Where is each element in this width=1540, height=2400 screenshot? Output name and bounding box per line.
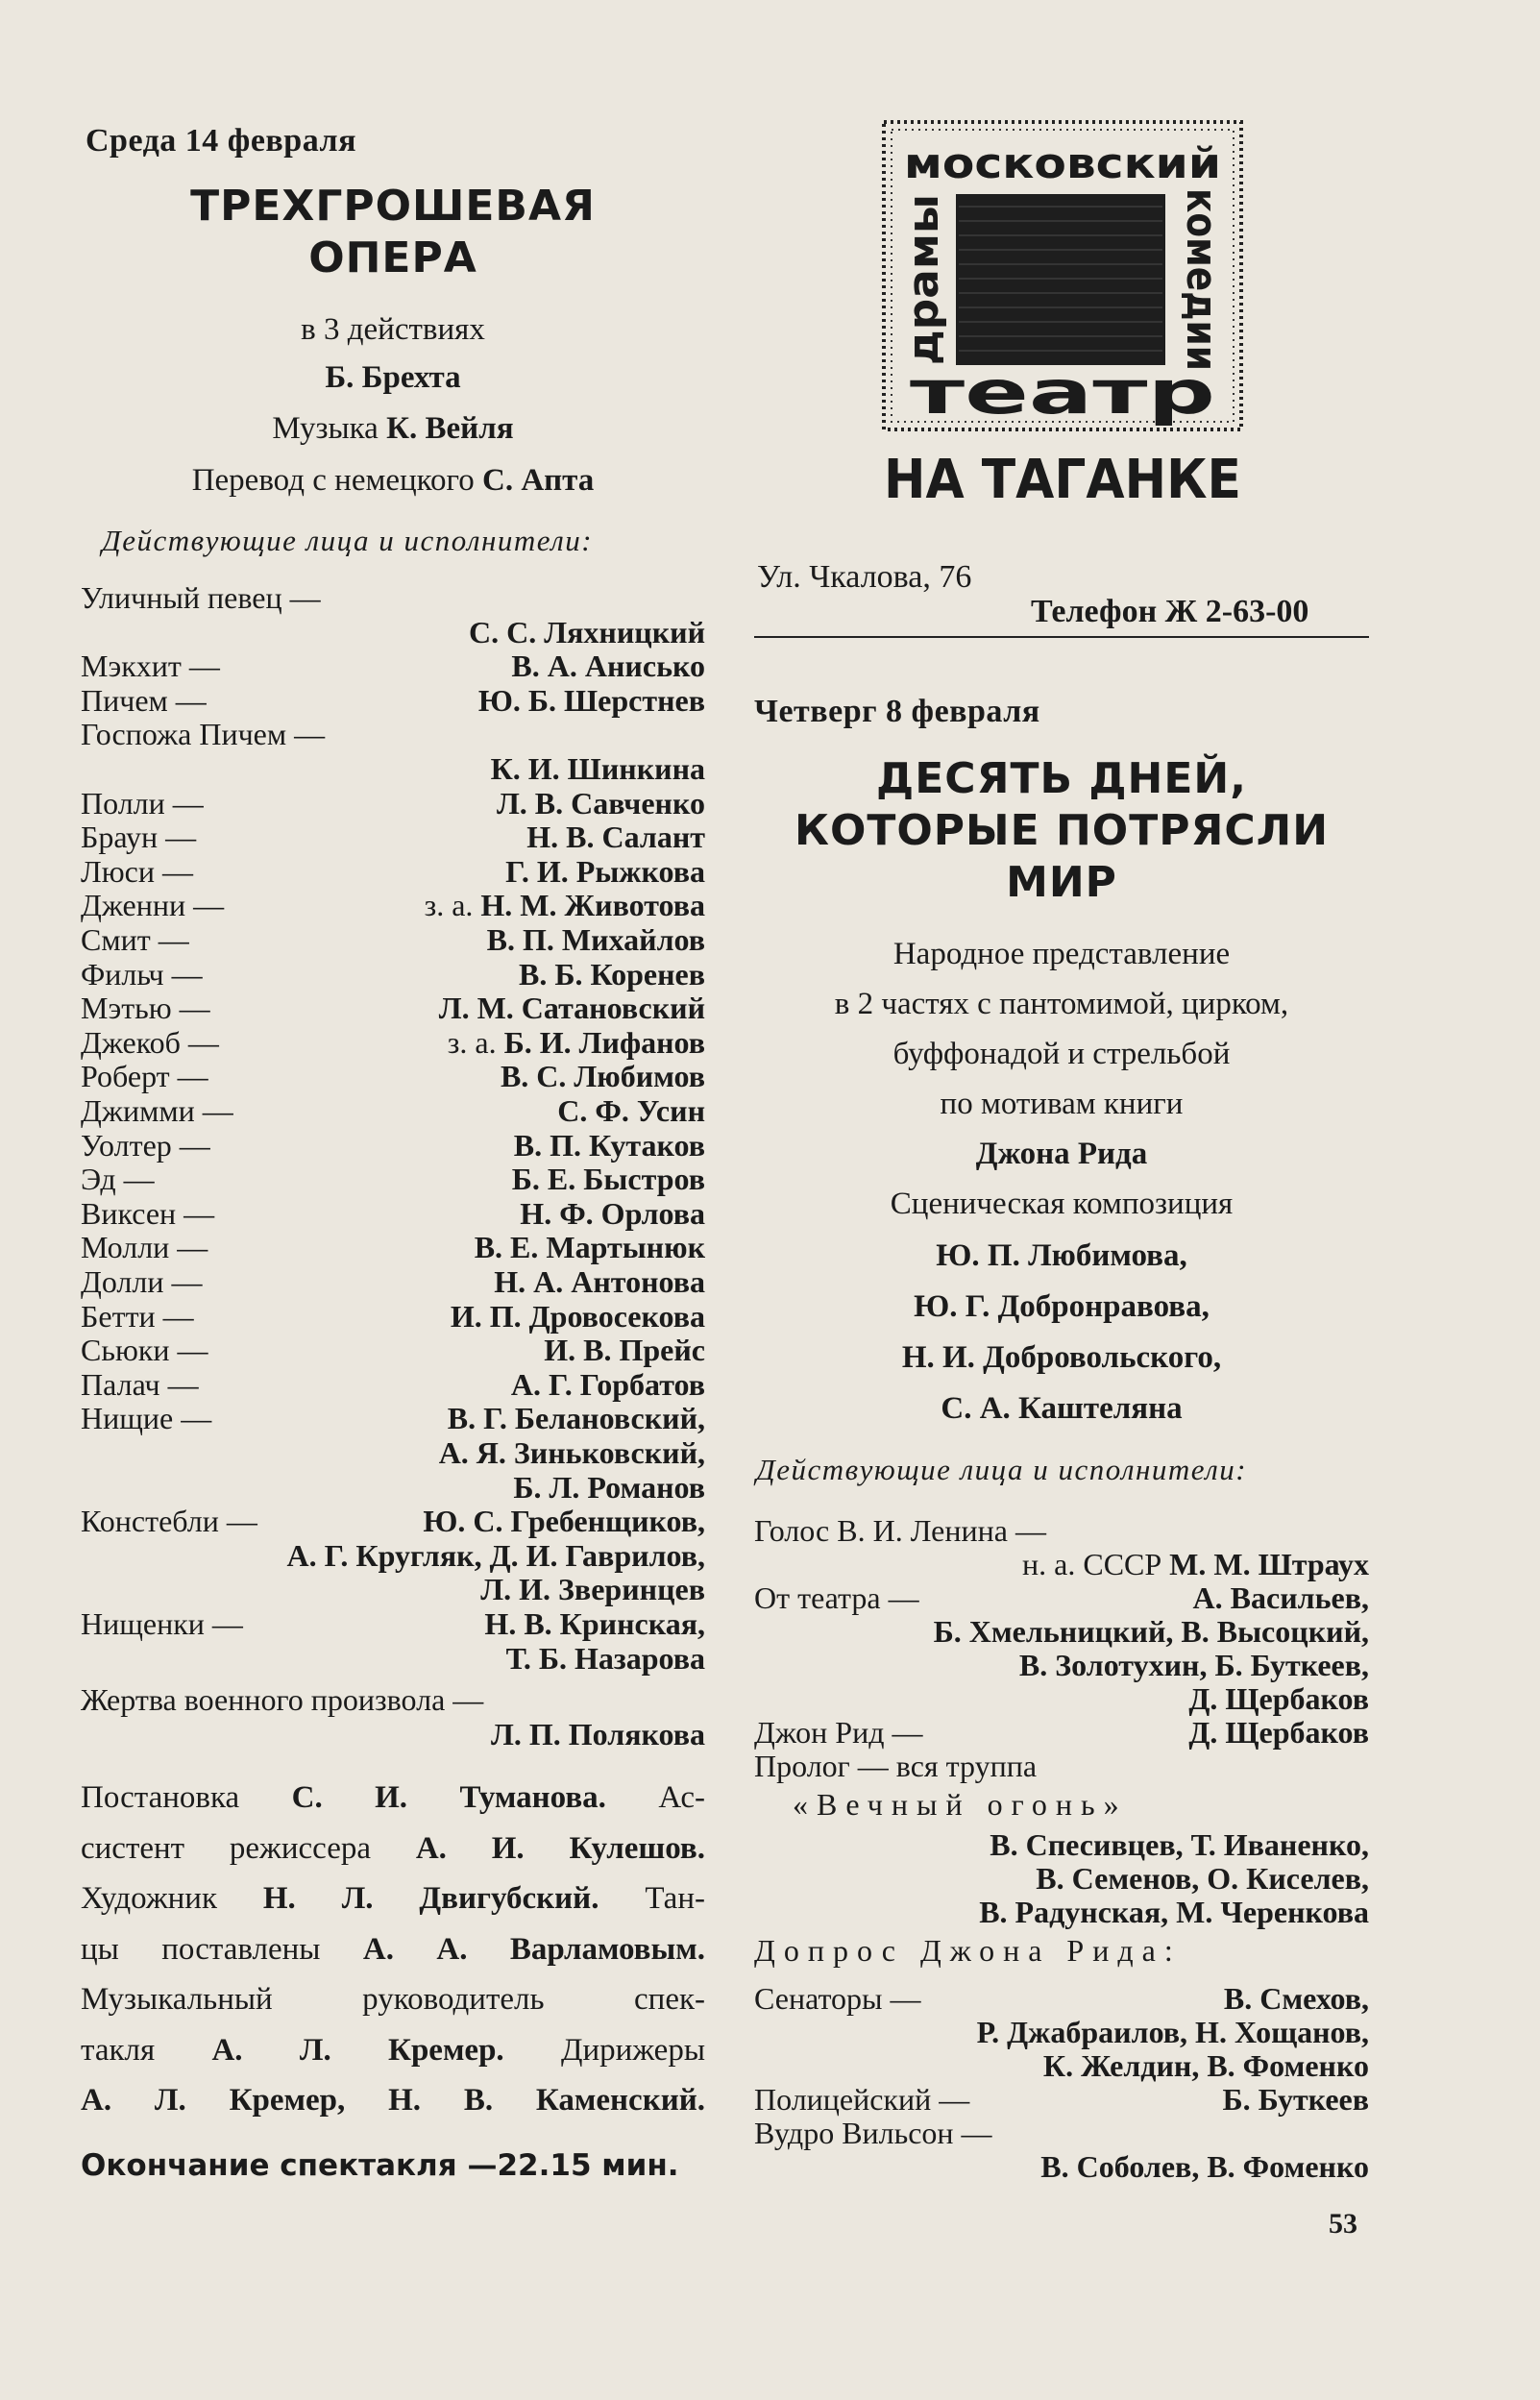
role-name: Пролог — вся труппа [754,1749,1038,1783]
cast-row [81,1436,705,1470]
role-name: Мэкхит — [81,649,220,683]
logo-bottom-word: театр [910,357,1215,428]
credit-line [81,1824,705,1873]
cast-row [754,1750,1369,1783]
credit-name: А. И. Кулешов. [415,1831,706,1866]
translation-label: Перевод с немецкого [191,463,475,498]
actor-name-text: Н. М. Животова [480,888,705,922]
actor-name: Н. Ф. Орлова [520,1196,705,1231]
actor-name: В. Соболев, В. Фоменко [1040,2149,1369,2184]
cast-row [81,649,705,683]
actor-name: В. Золотухин, Б. Буткеев, [1018,1648,1369,1682]
credit-name: С. И. Туманова. [291,1780,606,1815]
description-line4: по мотивам книги [940,1087,1184,1121]
role-name: Госпожа Пичем — [81,717,326,751]
actor-name: В. Е. Мартынюк [474,1230,705,1264]
cast-row [754,1934,1369,1968]
credit-text: систент режиссера [81,1831,416,1866]
composer-name: К. Вейля [386,411,514,446]
credit-text: Постановка [81,1780,292,1815]
cast-row [754,1982,1369,2016]
actor-name-text: М. М. Штраух [1169,1547,1369,1581]
actor-name: Т. Б. Назарова [505,1641,705,1676]
credit-name: А. Л. Кремер, Н. В. Каменский. [81,2083,705,2118]
author-line [81,360,705,396]
role-name: Люси — [81,854,193,889]
actor-name: В. Б. Коренев [518,957,705,992]
actor-name: К. И. Шинкина [490,751,705,786]
role-name: Смит — [81,922,189,957]
scene-name: Допрос Джона Рида: [754,1933,1182,1968]
cast-row [754,1581,1369,1615]
cast-heading-right: Действующие лица и исполнители: [756,1453,1248,1486]
role-name: Вудро Вильсон — [754,2116,992,2150]
role-name: Сенаторы — [754,1981,921,2016]
credit-text: Ас- [605,1780,705,1815]
credit-text: Дирижеры [503,2033,705,2068]
actor-name: Б. Хмельницкий, В. Высоцкий, [933,1614,1369,1649]
role-name: От театра — [754,1580,919,1615]
cast-row [754,1548,1369,1581]
cast-row [81,1300,705,1334]
actor-name: Б. Л. Романов [513,1470,705,1505]
cast-row [754,2049,1369,2083]
music-label: Музыка [272,411,379,446]
actor-name: Г. И. Рыжкова [505,854,705,889]
actor-name-text: Б. И. Лифанов [503,1025,705,1060]
actor-title: з. а. [424,888,481,922]
credit-line [81,2076,705,2125]
cast-row [81,958,705,992]
credit-text: Художник [81,1881,263,1916]
logo-theatre-name: НА ТАГАНКЕ [884,449,1241,509]
description-line1: Народное представление [892,937,1231,971]
cast-row [81,923,705,957]
actor-name: А. Васильев, [1192,1580,1369,1615]
book-author: Джона Рида [975,1137,1148,1171]
cast-row [81,1573,705,1606]
actor-name: А. Я. Зиньковский, [438,1435,705,1470]
role-name: Браун — [81,820,197,854]
cast-row [81,1231,705,1264]
role-name: Роберт — [81,1059,208,1093]
role-name: Голос В. И. Ленина — [754,1513,1046,1548]
cast-row [81,1683,705,1717]
actor-title: з. а. [447,1025,504,1060]
logo-black-square [956,194,1165,365]
credit-name: А. Л. Кремер. [211,2033,504,2068]
play-title-line2: ОПЕРА [308,233,477,282]
actor-name: И. П. Дровосекова [450,1299,705,1334]
scene-name: «Вечный огонь» [793,1787,1128,1822]
performance-date: Среда 14 февраля [86,123,356,159]
cast-row [81,1539,705,1573]
role-name: Эд — [81,1162,155,1196]
author-name: Б. Брехта [325,360,461,395]
actor-name: В. С. Любимов [500,1059,705,1093]
translator-name: С. Апта [482,463,595,498]
role-name: Молли — [81,1230,208,1264]
role-name: Долли — [81,1264,203,1299]
cast-row [81,1402,705,1435]
cast-row [754,1828,1369,1862]
cast-row [81,1197,705,1231]
cast-row [81,1129,705,1163]
cast-row [754,1649,1369,1682]
actor-name: В. Смехов, [1223,1981,1369,2016]
cast-row [754,2150,1369,2184]
actor-title: н. а. СССР [1022,1547,1170,1581]
cast-heading: Действующие лица и исполнители: [102,524,594,557]
role-name: Полицейский — [754,2082,970,2117]
role-name: Полли — [81,786,204,820]
credit-line [81,2026,705,2075]
credit-text: цы поставлены [81,1932,363,1967]
cast-row [81,1265,705,1299]
actor-name: С. Ф. Усин [557,1093,705,1128]
cast-row [754,1788,1369,1822]
cast-row [81,1060,705,1093]
role-name: Нищие — [81,1401,212,1435]
credit-text: Тан- [599,1881,705,1916]
credit-text: такля [81,2033,212,2068]
phone-label: Телефон [1031,594,1158,629]
cast-row [81,992,705,1025]
cast-row [81,752,705,786]
cast-row [81,718,705,751]
actor-name: В. А. Анисько [511,649,705,683]
cast-row [81,889,705,922]
credit-line [81,1774,705,1823]
credit-line [81,1925,705,1974]
actor-name: А. Г. Кругляк, Д. И. Гаврилов, [286,1538,705,1573]
composition-author-4: С. А. Каштеляна [941,1391,1183,1426]
actor-name: В. П. Кутаков [513,1128,705,1163]
actor-name: В. Спесивцев, Т. Иваненко, [990,1827,1369,1862]
credit-line [81,1874,705,1923]
actor-name: А. Г. Горбатов [510,1367,705,1402]
play-title-line1: ТРЕХГРОШЕВАЯ [190,182,596,231]
actor-name [1022,1548,1369,1581]
role-name: Нищенки — [81,1606,243,1641]
role-name: Пичем — [81,683,207,718]
role-name: Джекоб — [81,1025,219,1060]
actor-name: Л. П. Полякова [491,1717,705,1751]
actor-name: Л. М. Сатановский [438,991,705,1025]
cast-row [754,1514,1369,1548]
page-number: 53 [1329,2208,1357,2240]
cast-row [81,1368,705,1402]
actor-name: Ю. Б. Шерстнев [477,683,705,718]
actor-name: Д. Щербаков [1188,1681,1369,1716]
description-line3: буффонадой и стрельбой [892,1037,1231,1071]
cast-row [81,1026,705,1060]
music-line [81,411,705,447]
role-name: Уолтер — [81,1128,210,1163]
translation-line [81,463,705,499]
cast-row [81,1718,705,1751]
cast-row [754,1716,1369,1750]
credit-line [81,1975,705,2024]
description-line2: в 2 частях с пантомимой, цирком, [834,987,1289,1021]
role-name: Джимми — [81,1093,233,1128]
performance-date-right: Четверг 8 февраля [754,694,1040,729]
cast-row [81,581,705,615]
actor-name: С. С. Ляхницкий [469,615,705,649]
actor-name: Р. Джабраилов, Н. Хощанов, [976,2015,1369,2049]
cast-row [754,1862,1369,1896]
actor-name: Н. А. Антонова [494,1264,705,1299]
role-name: Бетти — [81,1299,194,1334]
separator-rule [754,636,1369,638]
cast-row [81,855,705,889]
actor-name: В. П. Михайлов [486,922,705,957]
theatre-address [757,559,971,596]
role-name: Виксен — [81,1196,215,1231]
cast-row [81,787,705,820]
actor-name: В. Г. Белановский, [447,1401,705,1435]
composition-label: Сценическая композиция [890,1187,1234,1221]
actor-name: Н. В. Кринская, [484,1606,705,1641]
cast-row [754,2016,1369,2049]
cast-row [81,1642,705,1676]
actor-name: Л. В. Савченко [496,786,705,820]
cast-row [81,1471,705,1505]
role-name: Палач — [81,1367,199,1402]
credit-name: Н. Л. Двигубский. [262,1881,599,1916]
cast-row [754,2083,1369,2117]
cast-row [754,1615,1369,1649]
logo-left-word: драмы [899,199,948,365]
logo-top-word: московский [904,139,1221,188]
composition-author-2: Ю. Г. Добронравова, [914,1289,1210,1324]
theatre-logo [882,120,1243,509]
cast-row [81,1163,705,1196]
ending-time: Окончание спектакля —22.15 мин. [81,2148,679,2183]
cast-row [81,820,705,854]
actor-name [425,889,705,922]
actor-name: Ю. С. Гребенщиков, [423,1504,705,1538]
cast-row [81,1607,705,1641]
actor-name: Д. Щербаков [1188,1715,1369,1750]
cast-row [754,1896,1369,1929]
role-name: Уличный певец — [81,580,321,615]
play-title-right-line3: МИР [1006,858,1117,907]
actor-name: Б. Е. Быстров [511,1162,705,1196]
cast-row [81,684,705,718]
phone-number: Ж 2-63-00 [1164,594,1309,629]
cast-row [81,1094,705,1128]
role-name: Жертва военного произвола — [81,1682,484,1717]
role-name: Мэтью — [81,991,210,1025]
credit-text: Музыкальный руководитель спек- [81,1982,705,2017]
actor-name: В. Радунская, М. Черенкова [979,1895,1369,1929]
cast-row [754,1682,1369,1716]
role-name: Сьюки — [81,1333,208,1367]
logo-right-word: комедии [1177,188,1226,404]
credit-name: А. А. Варламовым. [362,1932,705,1967]
actor-name: К. Желдин, В. Фоменко [1042,2048,1369,2083]
cast-row [81,1334,705,1367]
address-text: Ул. Чкалова, 76 [757,559,972,595]
composition-author-3: Н. И. Добровольского, [901,1340,1222,1375]
play-title-right-line2: КОТОРЫЕ ПОТРЯСЛИ [794,806,1330,855]
theatre-phone [1031,594,1308,630]
composition-author-1: Ю. П. Любимова, [936,1238,1187,1273]
cast-row [81,616,705,649]
acts-line: в 3 действиях [301,312,485,347]
play-title-right-line1: ДЕСЯТЬ ДНЕЙ, [876,754,1247,803]
role-name: Дженни — [81,888,225,922]
actor-name: Б. Буткеев [1222,2082,1369,2117]
role-name: Констебли — [81,1504,257,1538]
role-name: Фильч — [81,957,203,992]
actor-name: В. Семенов, О. Киселев, [1036,1861,1369,1896]
actor-name: Л. И. Зверинцев [480,1572,705,1606]
role-name: Джон Рид — [754,1715,923,1750]
actor-name [448,1026,705,1060]
actor-name: И. В. Прейс [544,1333,705,1367]
cast-row [81,1505,705,1538]
actor-name: Н. В. Салант [526,820,705,854]
cast-row [754,2117,1369,2150]
